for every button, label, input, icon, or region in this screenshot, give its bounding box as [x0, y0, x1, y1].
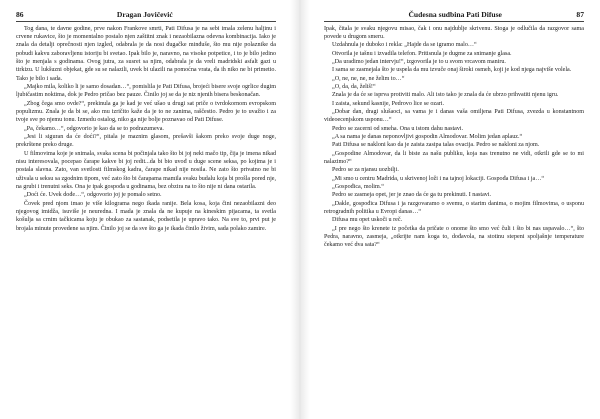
- paragraph: „Doći će. Uvek dođe…“, odgovorio joj je pomalo setno.: [24, 192, 162, 199]
- left-page: [0, 0, 290, 419]
- paragraph: Tog dana, te davne godine, prve nakon Frankove smrti, Pati Difusa je na sebi imala zelenu haljinu i crvene rukavice, što je momentalno postalo njen zaštitni znak i nezaobilazna odevna kombinacija. Iako je znala da detalji oprečnosti njen izgled, odabrala je da nosi đugačke minđuše, što mu nije polaznike da pobudi kakvu zaboravljenu istoriju bi svetao. Ipak bilo je, naravno, na visoke potpetice, i to je bilo jedino što je menjala s godinama. Ovog jutra, za susret sa njim, odabrala je da vreli madridski asfalt gazi u tirkizu. U lukšuzni objekat, gde su se nalazili, uvek bi ulazili na pomoćna vrata, da ih niko ne bi primetio. Tako je bilo i sada.: [16, 25, 276, 82]
- paragraph: „O, ne, ne, ne, ne želim to…“: [332, 75, 405, 82]
- left-running-head: Dragan Jovičević: [116, 10, 173, 19]
- paragraph: „Dakle, gospođica Difusa i ja razgovaramo o svemu, o starim danima, o mojim filmovima, o usponu retrogradnih politika u Evropi danas…“: [324, 200, 584, 216]
- paragraph: Uzdahnula je duboko i rekla: „Hajde da se igramo malo…“: [332, 42, 477, 49]
- paragraph: U filmovima koje je snimala, svaka scena bi počinjala tako što bi joj neki mačo tip, čija je imena nikad nisu interesovala, pocepao čarape kakve bi joj redit...da bi bio uvođ u duge scene seksa, po kojima je i postala slavna. Zato, van svetlosti filmskog kadra, čarape nikad nije nosila. Ne zato što privatno ne bi uživala u seksu sa zgodnim tipom, već zato što bi čarapama mamila svaku budalu koja bi prošla pored nje, na grubi i trenutni seks. Ona je ipak gospođa u godinama, bez obzira na to što nije ni dana ostarila.: [16, 150, 276, 191]
- book-gutter: [290, 0, 310, 419]
- right-page-header: [324, 10, 584, 22]
- paragraph: „Dobar dan, dragi slušaoci, sa vama je i danas vaša omiljena Pati Difusa, zvezda u konstantnom videoecenjskom usponu…“: [324, 108, 584, 124]
- paragraph: „Da uradimo jedan intervju!“, izgovorila je to u svom vrcavom maniru.: [332, 58, 506, 65]
- paragraph: „I pre nego što krenete iz početka da pričate o onome što smo već čuli i što bi nas uspavalo…“, što Pedra, naravno, zasmeja, „otkrijte nam koga to, dođavola, na stotinu stepeni spoljašnje temperature čekamo već dva sata?“: [324, 225, 584, 249]
- paragraph: „Jesi li siguran da će doći?“, pitala je maznim glasom, prešavši šakom preko svoje duge noge, prekrštene preko druge.: [16, 133, 276, 149]
- right-running-head: Čudesna sudbina Pati Difuse: [408, 10, 502, 19]
- paragraph: „Pa, čekamo…“, odgovorio je kao da se to podrazumeva.: [24, 125, 164, 132]
- paragraph: „Mi smo u centru Madrida, u skrivenoj loži i na tajnoj lokaciji. Gospođa Difusa i ja…“: [332, 175, 545, 182]
- paragraph: „Majko mila, koliko li je samo dosadan…“, pomislila je Pati Difusa, brojeći bisere svoje ogrlice dugim ljubičastim noktima, dok je Pedro pričao bez pauze. Činilo joj se da je niz njenih bisera beskonačan.: [16, 83, 276, 99]
- paragraph: „Gospodine Almodovar, da li biste za našu publiku, koja nas trenutno ne vidi, otkrili gde se to mi nalazimo?“: [324, 150, 584, 165]
- paragraph: „A sa nama je danas neponovljivi gospodin Almodovar. Molim jedan aplauz.“: [332, 133, 523, 140]
- paragraph: Difusa mu opet uskoči u reč.: [332, 217, 403, 224]
- paragraph: „O, da, da, želiš!“: [332, 83, 376, 90]
- paragraph: I sama se zasmejala što je uspela da mu izvuče onaj široki osmeh, koji je kod njega najviše volela.: [332, 67, 572, 74]
- paragraph: Čovek pred njom imao je više kilograma nego ikada ranije. Bela kosa, koja čini nezaobilazni deo njegovog imidža, isuviše je neuredna. I mada je znala da ne kupuje na kineskim pijacama, ta svetla košulja sa crnim tačkicama koju je obukao za sastanak, podsetila je upravo tako. Na sve to, prvi put je brojala minute provedene sa njim. Činilo joj se da sve što ga je ikada činilo živim, sada polako zamire.: [16, 200, 276, 232]
- paragraph: „Zbog čega smo ovde?“, prekinula ga je kad je već ušao u drugi sat priče o tvrdokornom evropskom populizmu. Znala je da bi se, ako mu izričito kaže da je to ne zanima, raščestio. Pedro je to uvažio i za tvoje sve po njemu tonu. Izmedu ostalog, niko ga nije bolje poznavao od Pati Difuse.: [16, 100, 276, 124]
- paragraph: „Gospođica, molim.“: [332, 184, 384, 191]
- paragraph: Pedro se za njansu uozbilji.: [332, 167, 399, 174]
- paragraph: I zaista, sekund kasnije, Pedrovo lice se ozari.: [332, 100, 445, 107]
- left-page-header: [16, 10, 276, 22]
- left-page-body: [16, 25, 276, 234]
- paragraph: Pedro se zasmeja opet, jer je znao da će ga tu prekinuti. I nastavi.: [332, 192, 492, 199]
- paragraph: Pati Difusa se nakloni kao da je zaista zasipa talas ovacija. Pedro se nakloni za njom.: [332, 142, 540, 149]
- paragraph: Znala je da će se isprva protiviti malo. Ali isto tako je znala da će ubrzo prihvatiti njenu igru.: [332, 92, 559, 99]
- right-page-body: [324, 25, 584, 250]
- right-page: [310, 0, 600, 419]
- paragraph: Pedro se zacerni od smeha. Ona u istom dahu nastavi.: [332, 125, 464, 132]
- left-page-number: 86: [16, 10, 24, 19]
- right-page-number: 87: [576, 10, 584, 19]
- paragraph: Otvorila je tašnu i izvadila telefon. Pritisnula je dugme za snimanje glasa.: [332, 50, 512, 57]
- paragraph: Ipak, čitala je svaku njegovu misao, čak i onu najdublje skrivenu. Stoga je odlučila da razgovor sama povede u drugom smeru.: [324, 25, 584, 40]
